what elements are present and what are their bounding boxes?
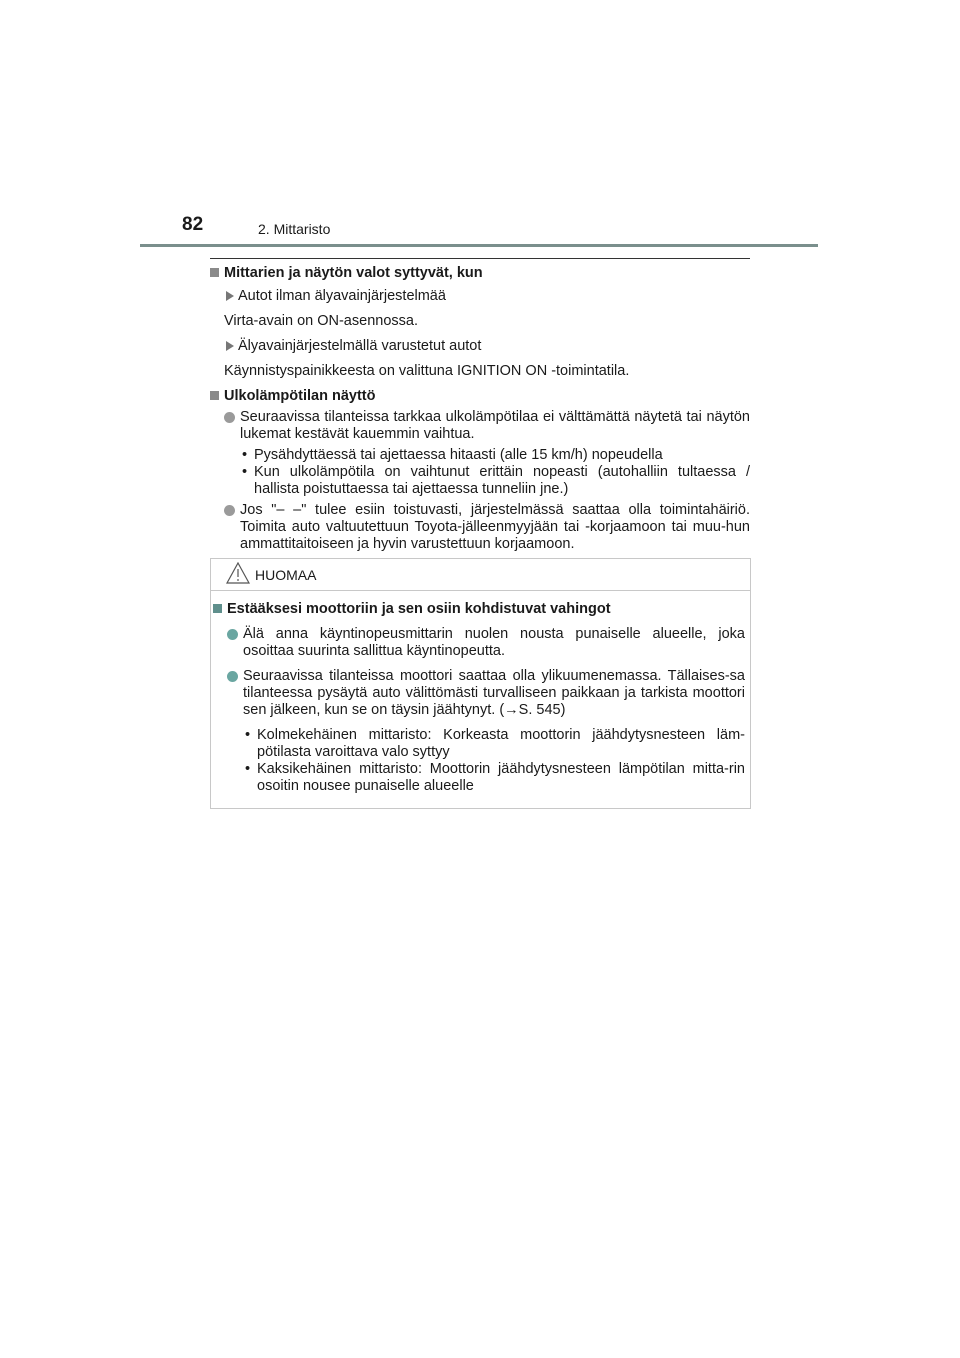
list-item-text: Seuraavissa tilanteissa moottori saattaa olla ylikuumenemassa. Tällaises-sa tilanteessa pysäytä auto välittömästi turvalliseen paikkaan ja tarkista moottori sen jälkeen, kun se on täysin jäähtynyt. (→S. 545) (243, 668, 745, 718)
sub-list-item (210, 464, 750, 498)
sub-heading-text: Älyavainjärjestelmällä varustetut autot (238, 338, 482, 354)
sub-heading-no-smart-key (210, 288, 750, 305)
main-content (210, 265, 750, 553)
sub-list-item-text: Kaksikehäinen mittaristo: Moottorin jäähdytysnesteen lämpötilan mitta-rin osoitin nousee punaiselle alueelle (257, 761, 745, 794)
sub-heading-text: Autot ilman älyavainjärjestelmää (238, 288, 446, 304)
section-heading-text: Mittarien ja näytön valot syttyvät, kun (224, 265, 483, 281)
sub-heading-smart-key (210, 338, 750, 355)
page-number: 82 (182, 214, 204, 235)
circle-bullet-icon (227, 629, 238, 640)
notice-box (210, 558, 751, 809)
circle-bullet-icon (224, 412, 235, 423)
square-bullet-icon (210, 391, 219, 400)
square-bullet-icon (210, 268, 219, 277)
notice-heading-text: Estääksesi moottoriin ja sen osiin kohdistuvat vahingot (227, 601, 611, 617)
sub-list-item (210, 447, 750, 464)
sub-list-item-text: Kun ulkolämpötila on vaihtunut erittäin nopeasti (autohalliin tultaessa / hallista poistuttaessa tai ajettaessa tunneliin jne.) (254, 464, 750, 497)
sub-list-item-text: Pysähdyttäessä tai ajettaessa hitaasti (alle 15 km/h) nopeudella (254, 447, 663, 463)
notice-heading (213, 601, 745, 618)
list-item (210, 409, 750, 443)
paragraph: Käynnistyspainikkeesta on valittuna IGNITION ON -toimintatila. (224, 363, 630, 379)
notice-body (213, 601, 745, 795)
section-title: 2. Mittaristo (258, 221, 331, 237)
arrow-right-icon (226, 341, 234, 351)
content-divider (210, 258, 750, 259)
dot-bullet-icon: • (242, 447, 248, 463)
section-heading-outside-temp (210, 388, 750, 405)
list-item (213, 626, 745, 660)
section-heading-lights (210, 265, 750, 282)
sub-list-item (213, 727, 745, 761)
notice-label: HUOMAA (255, 567, 317, 583)
notice-header (211, 559, 750, 591)
circle-bullet-icon (227, 671, 238, 682)
dot-bullet-icon: • (242, 464, 248, 480)
dot-bullet-icon: • (245, 761, 251, 777)
list-item-text: Seuraavissa tilanteissa tarkkaa ulkolämpötilaa ei välttämättä näytetä tai näytön lukemat kestävät kauemmin vaihtua. (240, 409, 750, 442)
list-item-text: Jos "– –" tulee esiin toistuvasti, järjestelmässä saattaa olla toimintahäiriö. Toimita auto valtuutettuun Toyota-jälleenmyyjään tai -korjaamoon tai muu-hun ammattitaitoiseen ja hyvin varustettuun korjaamoon. (240, 502, 750, 552)
list-item (210, 502, 750, 553)
header-divider (140, 244, 818, 247)
square-bullet-icon (213, 604, 222, 613)
sub-list-item (213, 761, 745, 795)
warning-triangle-icon (226, 562, 250, 584)
list-item (213, 668, 745, 719)
list-item-text: Älä anna käyntinopeusmittarin nuolen nousta punaiselle alueelle, joka osoittaa suurinta sallittua käyntinopeutta. (243, 626, 745, 659)
section-heading-text: Ulkolämpötilan näyttö (224, 388, 376, 404)
dot-bullet-icon: • (245, 727, 251, 743)
arrow-right-icon (226, 291, 234, 301)
paragraph: Virta-avain on ON-asennossa. (224, 313, 418, 329)
circle-bullet-icon (224, 505, 235, 516)
sub-list-item-text: Kolmekehäinen mittaristo: Korkeasta moottorin jäähdytysnesteen läm-pötilasta varoittava valo syttyy (257, 727, 745, 760)
